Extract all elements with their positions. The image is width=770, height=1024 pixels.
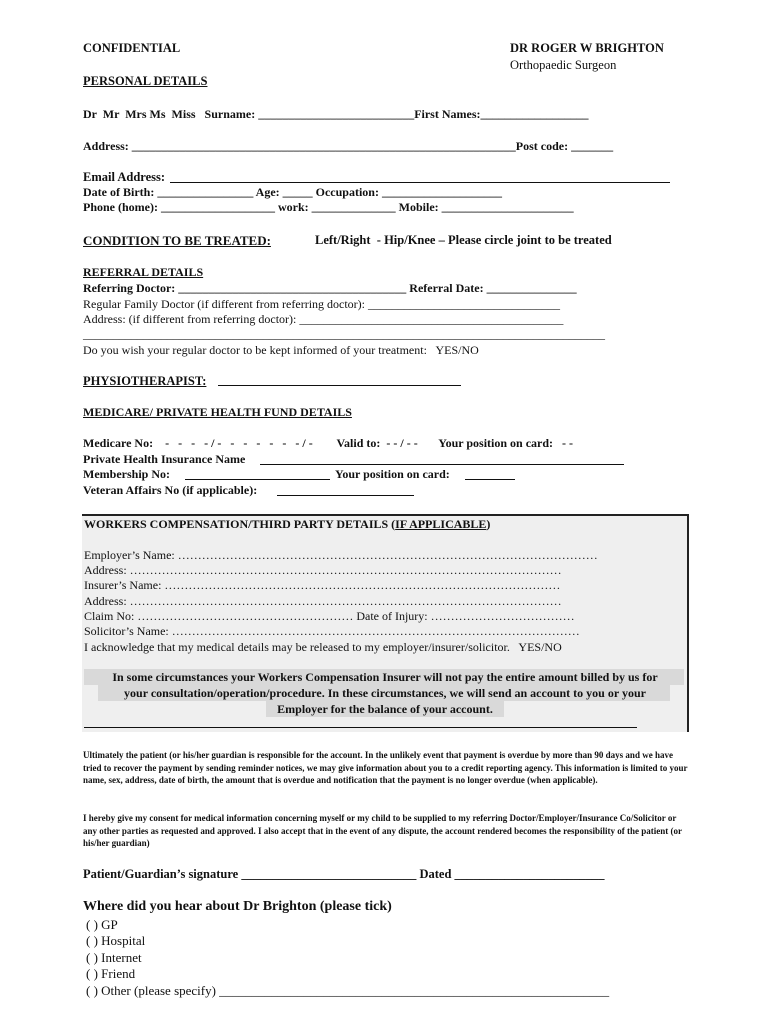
email-field-line[interactable] xyxy=(170,182,670,183)
position-on-card-field-line[interactable] xyxy=(465,479,515,480)
physiotherapist-field-line[interactable] xyxy=(218,385,461,386)
insurer-address-line[interactable]: Address: ……………………………………………………………………………………………… xyxy=(84,594,562,608)
title-surname-firstnames-line[interactable]: Dr Mr Mrs Ms Miss Surname: __________________________First Names:__________________ xyxy=(83,107,589,121)
option-friend-checkbox[interactable]: ( ) Friend xyxy=(86,966,136,981)
membership-field-line[interactable] xyxy=(185,479,330,480)
insurer-name-line[interactable]: Insurer’s Name: ……………………………………………………………………………………… xyxy=(84,578,561,592)
veteran-affairs-field-line[interactable] xyxy=(277,495,414,496)
referral-heading: REFERRAL DETAILS xyxy=(83,265,204,279)
notice-line-1: In some circumstances your Workers Compensation Insurer will not pay the entire amount billed by us for xyxy=(112,670,658,684)
claim-injury-line[interactable]: Claim No: ……………………………………………… Date of Injury: ……………………………… xyxy=(84,609,575,623)
option-internet-checkbox[interactable]: ( ) Internet xyxy=(86,950,142,965)
payment-terms-paragraph: Ultimately the patient (or his/her guardian is responsible for the account. In the unlikely event that payment is overdue by more than 90 days and we have tried to recover the payment by sending reminder notices, we may give information about you to a credit reporting agency. This information is limited to your name, sex, address, date of birth, the amount that is overdue and notification that the payment is no longer overdue (when applicable). xyxy=(83,750,688,785)
address-postcode-line[interactable]: Address: ________________________________________________________________Post code: _______ xyxy=(83,139,614,153)
referral-address-line[interactable]: Address: (if different from referring doctor): ____________________________________________ xyxy=(83,312,564,326)
consent-paragraph: I hereby give my consent for medical information concerning myself or my child to be supplied to my referring Doctor/Employer/Insurance Co/Solicitor or any other parties as requested and approved. I also accept that in the event of any dispute, the account rendered becomes the responsibility of the patient (or his/her guardian) xyxy=(83,813,682,848)
physiotherapist-label: PHYSIOTHERAPIST: xyxy=(83,374,207,388)
private-insurance-label: Private Health Insurance Name xyxy=(83,452,246,466)
medicare-heading: MEDICARE/ PRIVATE HEALTH FUND DETAILS xyxy=(83,405,352,419)
condition-instructions[interactable]: Left/Right - Hip/Knee – Please circle joint to be treated xyxy=(315,233,612,247)
referring-doctor-line[interactable]: Referring Doctor: ______________________________________ Referral Date: _______________ xyxy=(83,281,577,295)
personal-details-heading: PERSONAL DETAILS xyxy=(83,74,208,88)
acknowledge-release-line[interactable]: I acknowledge that my medical details may be released to my employer/insurer/solicitor. YES/NO xyxy=(84,640,562,654)
notice-line-2: your consultation/operation/procedure. In these circumstances, we will send an account to you or your xyxy=(124,686,646,700)
doctor-name: DR ROGER W BRIGHTON xyxy=(510,41,664,55)
confidential-label: CONFIDENTIAL xyxy=(83,41,181,55)
notice-line-3: Employer for the balance of your account. xyxy=(277,702,493,716)
veteran-affairs-label: Veteran Affairs No (if applicable): xyxy=(83,483,258,497)
email-label: Email Address: xyxy=(83,170,166,184)
doctor-title: Orthopaedic Surgeon xyxy=(510,58,617,72)
private-insurance-field-line[interactable] xyxy=(260,464,624,465)
option-other-checkbox[interactable]: ( ) Other (please specify) ____________________________________________________________ xyxy=(86,983,610,998)
referral-source-question: Where did you hear about Dr Brighton (please tick) xyxy=(83,899,392,914)
condition-heading: CONDITION TO BE TREATED: xyxy=(83,233,271,248)
position-on-card-label: Your position on card: xyxy=(335,467,450,481)
option-hospital-checkbox[interactable]: ( ) Hospital xyxy=(86,933,146,948)
workers-comp-heading: WORKERS COMPENSATION/THIRD PARTY DETAILS (IF APPLICABLE) xyxy=(84,517,491,531)
notice-underline xyxy=(84,727,637,728)
employer-address-line[interactable]: Address: ……………………………………………………………………………………………… xyxy=(84,563,562,577)
dob-age-occupation-line[interactable]: Date of Birth: ________________ Age: _____ Occupation: ____________________ xyxy=(83,185,502,199)
signature-dated-line[interactable]: Patient/Guardian’s signature ____________________________ Dated ________________________ xyxy=(83,867,605,881)
medicare-number-line[interactable]: Medicare No: - - - - / - - - - - - - / - Valid to: - - / - - Your position on card: - - xyxy=(83,436,574,450)
phone-line[interactable]: Phone (home): ___________________ work: ______________ Mobile: ______________________ xyxy=(83,200,574,214)
referral-blank-line[interactable]: _______________________________________________________________________________________ xyxy=(83,327,605,341)
family-doctor-line[interactable]: Regular Family Doctor (if different from referring doctor): ________________________________ xyxy=(83,297,561,311)
membership-label: Membership No: xyxy=(83,467,170,481)
employer-name-line[interactable]: Employer’s Name: …………………………………………………………………………………………… xyxy=(84,548,598,562)
solicitor-name-line[interactable]: Solicitor’s Name: ………………………………………………………………………………………… xyxy=(84,624,580,638)
option-gp-checkbox[interactable]: ( ) GP xyxy=(86,917,118,932)
keep-informed-question[interactable]: Do you wish your regular doctor to be kept informed of your treatment: YES/NO xyxy=(83,343,479,357)
